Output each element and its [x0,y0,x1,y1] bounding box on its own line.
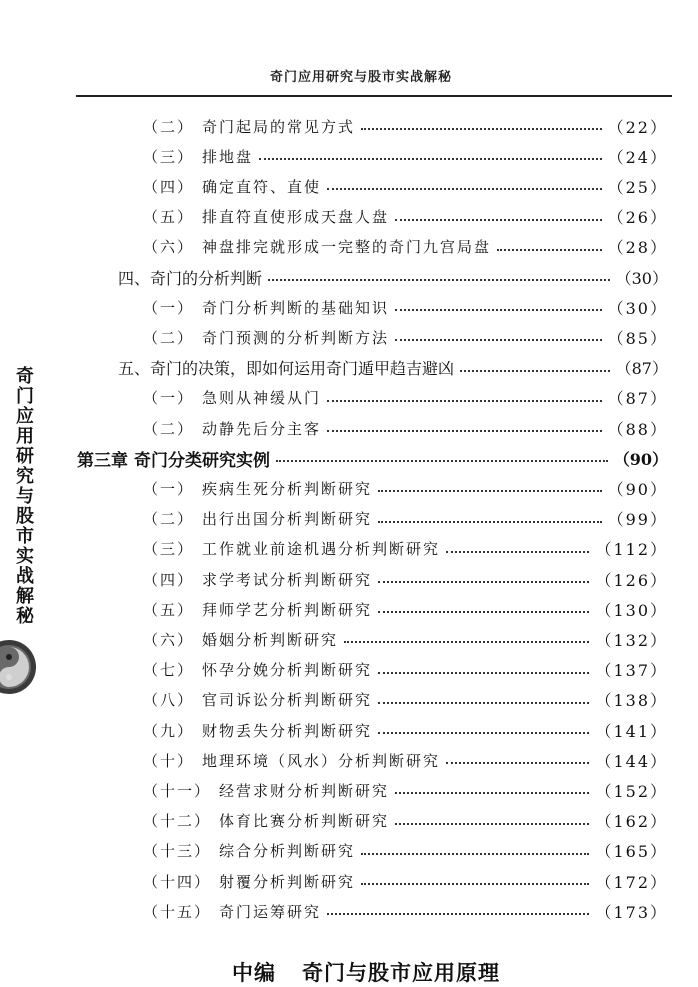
toc-entry-page: （24） [607,147,668,167]
toc-entry-page: （138） [595,691,668,711]
toc-entry-title: 奇门分类研究实例 [134,450,270,471]
dot-leader [361,853,589,855]
toc-entry-title: 动静先后分主客 [202,419,322,438]
toc-entry[interactable] [118,354,668,382]
dot-leader [446,762,589,764]
toc-entry-number: （七） [143,661,195,680]
dot-leader [395,792,589,794]
toc-entry-title: 奇门分析判断的基础知识 [202,298,390,317]
toc-entry[interactable] [143,112,668,140]
toc-entry-title: 疾病生死分析判断研究 [202,479,373,498]
dot-leader [378,672,589,674]
dot-leader [378,611,589,613]
toc-entry-page: （22） [607,117,668,137]
toc-entry-page: （99） [607,510,668,530]
dot-leader [395,823,589,825]
toc-entry-title: 婚姻分析判断研究 [202,630,339,649]
toc-entry-page: （90） [607,479,668,499]
toc-entry-page: （144） [595,751,668,771]
toc-entry-page: （87） [607,389,668,409]
toc-entry[interactable] [143,565,668,593]
toc-entry-title: 奇门的决策，即如何运用奇门遁甲趋吉避凶 [150,359,455,379]
toc-entry-page: （130） [595,600,668,620]
toc-entry-page: （30） [607,298,668,318]
toc-entry-title: 经营求财分析判断研究 [219,781,390,800]
toc-entry-title: 奇门预测的分析判断方法 [202,328,390,347]
toc-entry[interactable] [143,384,668,412]
running-header: 奇门应用研究与股市实战解秘 [270,70,453,85]
toc-entry-page: （87） [615,359,668,379]
toc-entry-title: 急则从神缓从门 [202,389,322,408]
part-heading: 奇门与股市应用原理 [302,961,500,985]
toc-entry-number: （六） [143,238,195,257]
toc-entry-number: （十三） [143,842,212,861]
toc-entry-page: （173） [595,902,668,922]
toc-entry-title: 拜师学艺分析判断研究 [202,600,373,619]
dot-leader [378,702,589,704]
toc-entry-title: 求学考试分析判断研究 [202,570,373,589]
toc-entry-page: （172） [595,872,668,892]
toc-entry-number: （六） [143,630,195,649]
toc-entry-title: 财物丢失分析判断研究 [202,721,373,740]
toc-entry[interactable] [143,807,668,835]
dot-leader [276,460,608,462]
toc-entry-page: （126） [595,570,668,590]
toc-entry-number: （十二） [143,812,212,831]
toc-entry-number: 五、 [118,359,151,379]
dot-leader [378,490,602,492]
toc-entry-title: 综合分析判断研究 [219,842,356,861]
toc-entry-title: 排地盘 [202,147,254,166]
dot-leader [446,551,589,553]
toc-entry-number: （十四） [143,872,212,891]
dot-leader [460,370,610,372]
toc-entry-number: 第三章 [77,450,128,471]
toc-entry-page: （141） [595,721,668,741]
toc-entry-number: （一） [143,389,195,408]
toc-entry[interactable] [143,474,668,502]
dot-leader [327,400,602,402]
toc-entry-title: 射覆分析判断研究 [219,872,356,891]
toc-entry[interactable] [143,776,668,804]
toc-entry[interactable] [143,686,668,714]
toc-entry[interactable] [143,867,668,895]
toc-entry-title: 神盘排完就形成一完整的奇门九宫局盘 [202,238,492,257]
toc-entry[interactable] [143,625,668,653]
toc-entry-number: （十） [143,751,195,770]
toc-entry-title: 奇门运筹研究 [219,902,322,921]
toc-entry-page: （162） [595,812,668,832]
dot-leader [378,732,589,734]
toc-entry-number: （二） [143,117,195,136]
part-label: 中编 [232,961,276,985]
toc-entry-page: （88） [607,419,668,439]
toc-entry-number: （二） [143,419,195,438]
toc-entry-page: （165） [595,842,668,862]
toc-entry-number: （四） [143,177,195,196]
toc-entry[interactable] [143,172,668,200]
dot-leader [395,219,602,221]
toc-entry-number: （五） [143,600,195,619]
toc-entry-number: （一） [143,298,195,317]
toc-entry[interactable] [143,595,668,623]
toc-entry-title: 确定直符、直使 [202,177,322,196]
toc-entry-title: 奇门的分析判断 [150,268,263,288]
dot-leader [327,188,602,190]
toc-entry[interactable] [143,746,668,774]
toc-entry-title: 奇门起局的常见方式 [202,117,356,136]
toc-entry[interactable] [143,293,668,321]
dot-leader [378,521,602,523]
toc-entry-title: 地理环境（风水）分析判断研究 [202,751,441,770]
toc-entry-page: （132） [595,630,668,650]
toc-entry-page: （30） [615,268,668,288]
toc-entry-title: 体育比赛分析判断研究 [219,812,390,831]
header-rule [76,95,672,97]
toc-entry-page: （152） [595,781,668,801]
toc-entry-title: 官司诉讼分析判断研究 [202,691,373,710]
toc-entry-page: （26） [607,208,668,228]
toc-entry[interactable] [143,716,668,744]
toc-entry[interactable] [143,233,668,261]
toc-entry-page: （112） [595,540,668,560]
toc-entry-number: （一） [143,479,195,498]
dot-leader [259,158,602,160]
toc-entry-number: （二） [143,510,195,529]
taiji-emblem-icon [0,638,38,696]
toc-entry-title: 工作就业前途机遇分析判断研究 [202,540,441,559]
toc-entry[interactable] [143,656,668,684]
toc-entry[interactable] [143,414,668,442]
toc-entry-number: （十五） [143,902,212,921]
toc-entry-number: （三） [143,147,195,166]
toc-entry[interactable] [143,203,668,231]
toc-entry-number: （三） [143,540,195,559]
toc-entry-number: （九） [143,721,195,740]
toc-entry[interactable] [77,444,668,472]
toc-entry-number: （二） [143,328,195,347]
toc-entry[interactable] [143,535,668,563]
toc-entry-number: （五） [143,208,195,227]
toc-entry[interactable] [118,263,668,291]
dot-leader [344,641,589,643]
toc-entry-page: （137） [595,661,668,681]
dot-leader [395,339,602,341]
toc-entry[interactable] [143,142,668,170]
dot-leader [327,430,602,432]
toc-entry-page: （28） [607,238,668,258]
dot-leader [497,249,602,251]
spine-title: 奇门应用研究与股市实战解秘 [13,366,34,626]
toc-entry-page: （85） [607,328,668,348]
toc-entry-number: （四） [143,570,195,589]
toc-entry[interactable] [143,837,668,865]
dot-leader [327,913,589,915]
toc-entry-title: 出行出国分析判断研究 [202,510,373,529]
toc-entry-title: 怀孕分娩分析判断研究 [202,661,373,680]
dot-leader [361,128,602,130]
toc-entry[interactable] [143,505,668,533]
part-title [232,957,500,987]
toc-entry-page: （90） [613,449,668,469]
toc-entry[interactable] [143,323,668,351]
toc-entry-number: （八） [143,691,195,710]
dot-leader [395,309,602,311]
toc-entry-number: （十一） [143,781,212,800]
toc-entry-page: （25） [607,177,668,197]
toc-entry-number: 四、 [118,268,151,288]
dot-leader [378,581,589,583]
dot-leader [361,883,589,885]
toc-entry[interactable] [143,897,668,925]
dot-leader [268,279,610,281]
toc-entry-title: 排直符直使形成天盘人盘 [202,208,390,227]
